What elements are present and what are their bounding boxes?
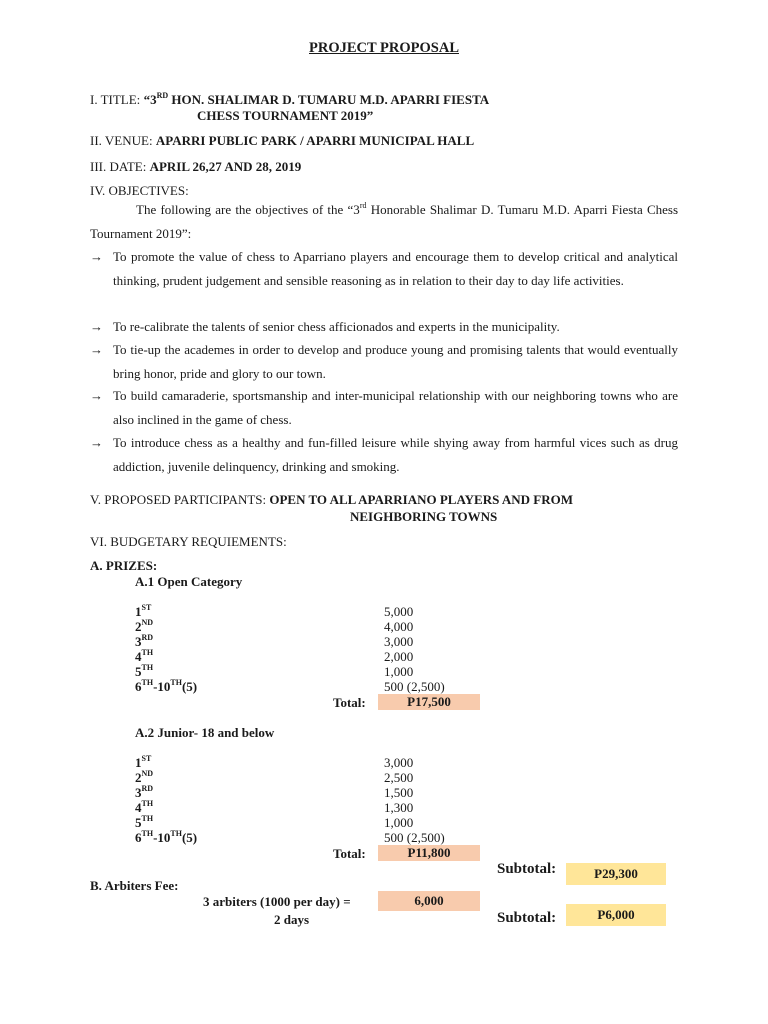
place-number: 1 <box>135 755 142 770</box>
open-amount: 500 (2,500) <box>384 679 445 694</box>
title-quote-open: “3 <box>143 92 157 107</box>
objective-text: To re-calibrate the talents of senior chess afficionados and experts in the municipality. <box>113 319 560 334</box>
date-value: APRIL 26,27 AND 28, 2019 <box>149 159 302 174</box>
venue-value: APARRI PUBLIC PARK / APARRI MUNICIPAL HALL <box>155 133 475 148</box>
objective-item <box>90 431 678 478</box>
objective-item <box>90 315 678 339</box>
objective-item <box>90 245 678 292</box>
place-ordinal: RD <box>141 633 154 642</box>
venue-label: II. VENUE: <box>90 133 156 148</box>
open-amount: 5,000 <box>384 604 414 619</box>
range-count: (5) <box>181 679 198 694</box>
place-number: 2 <box>135 619 142 634</box>
place-ordinal: TH <box>141 648 154 657</box>
budget-label: VI. BUDGETARY REQUIEMENTS: <box>90 534 287 549</box>
junior-total-label: Total: <box>333 846 366 861</box>
place-number: 1 <box>135 604 142 619</box>
objective-text: To tie-up the academes in order to develop and produce young and promising talents that would eventually bring honor, pride and glory to our town. <box>113 342 678 381</box>
range-end: -10 <box>153 679 171 694</box>
objective-text: To build camaraderie, sportsmanship and inter-municipal relationship with our neighboring towns who are also inclined in the game of chess. <box>113 388 678 427</box>
date-label: III. DATE: <box>90 159 150 174</box>
arrow-icon: → <box>90 388 103 403</box>
place-number: 3 <box>135 785 142 800</box>
place-number: 4 <box>135 800 142 815</box>
junior-place-range <box>135 830 197 846</box>
open-amount: 1,000 <box>384 664 414 679</box>
junior-amount: 1,000 <box>384 815 414 830</box>
title-line1-text: HON. SHALIMAR D. TUMARU M.D. APARRI FIESTA <box>168 92 490 107</box>
range-end: -10 <box>153 830 171 845</box>
objectives-intro-a: The following are the objectives of the “3 <box>136 202 360 217</box>
place-number: 2 <box>135 770 142 785</box>
arrow-icon: → <box>90 342 103 357</box>
document-title: PROJECT PROPOSAL <box>309 40 459 56</box>
place-number: 3 <box>135 634 142 649</box>
junior-amount: 2,500 <box>384 770 414 785</box>
open-total-label: Total: <box>333 695 366 710</box>
objective-item <box>90 384 678 431</box>
objective-item <box>90 338 678 385</box>
range-start: 6 <box>135 679 142 694</box>
date-section <box>90 159 301 175</box>
place-ordinal: ND <box>141 769 154 778</box>
objectives-intro <box>90 198 678 245</box>
place-number: 5 <box>135 664 142 679</box>
open-amount: 3,000 <box>384 634 414 649</box>
junior-amount: 500 (2,500) <box>384 830 445 845</box>
open-place-range <box>135 679 197 695</box>
place-ordinal: TH <box>141 663 154 672</box>
open-total-value: P17,500 <box>378 694 480 710</box>
place-ordinal: ND <box>141 618 154 627</box>
prizes-subtotal-value: P29,300 <box>566 863 666 885</box>
objective-text: To introduce chess as a healthy and fun-filled leisure while shying away from harmful vices such as drug addiction, juvenile delinquency, drinking and smoking. <box>113 435 678 474</box>
open-amount: 2,000 <box>384 649 414 664</box>
title-ordinal: RD <box>156 91 169 100</box>
junior-amount: 1,500 <box>384 785 414 800</box>
junior-amount: 1,300 <box>384 800 414 815</box>
range-end-ordinal: TH <box>170 829 182 838</box>
arbiters-line2: 2 days <box>274 912 310 927</box>
participants-line2: NEIGHBORING TOWNS <box>350 509 498 524</box>
range-end-ordinal: TH <box>170 678 182 687</box>
participants-line1: OPEN TO ALL APARRIANO PLAYERS AND FROM <box>269 492 573 507</box>
range-count: (5) <box>181 830 198 845</box>
objectives-intro-b: Honorable Shalimar D. Tumaru M.D. Aparri Fiesta Chess Tournament 2019”: <box>90 202 678 241</box>
place-ordinal: ST <box>141 603 152 612</box>
title-line2: CHESS TOURNAMENT 2019” <box>197 108 374 123</box>
venue-section <box>90 133 474 149</box>
junior-category-label: A.2 Junior- 18 and below <box>135 725 275 740</box>
place-number: 5 <box>135 815 142 830</box>
arbiters-subtotal-value: P6,000 <box>566 904 666 926</box>
arrow-icon: → <box>90 249 103 264</box>
place-number: 4 <box>135 649 142 664</box>
place-ordinal: TH <box>141 814 154 823</box>
title-line1 <box>144 92 490 107</box>
place-ordinal: TH <box>141 799 154 808</box>
arrow-icon: → <box>90 319 103 334</box>
range-start: 6 <box>135 830 142 845</box>
junior-amount: 3,000 <box>384 755 414 770</box>
open-category-label: A.1 Open Category <box>135 574 243 589</box>
range-start-ordinal: TH <box>141 678 154 687</box>
arbiters-label: B. Arbiters Fee: <box>90 878 179 893</box>
objectives-label: IV. OBJECTIVES: <box>90 183 189 198</box>
title-label: I. TITLE: <box>90 92 144 107</box>
participants-section <box>90 492 573 508</box>
prizes-label: A. PRIZES: <box>90 558 158 573</box>
place-ordinal: RD <box>141 784 154 793</box>
participants-label: V. PROPOSED PARTICIPANTS: <box>90 492 270 507</box>
objective-text: To promote the value of chess to Aparriano players and encourage them to develop critical and analytical thinking, prudent judgement and sensible reasoning as in relation to their day to day life activities. <box>113 249 678 288</box>
arbiters-subtotal-label: Subtotal: <box>497 910 557 926</box>
arrow-icon: → <box>90 435 103 450</box>
title-section <box>90 92 489 108</box>
arbiters-line1: 3 arbiters (1000 per day) = <box>203 894 351 909</box>
open-amount: 4,000 <box>384 619 414 634</box>
junior-total-value: P11,800 <box>378 845 480 861</box>
arbiters-value: 6,000 <box>378 891 480 911</box>
range-start-ordinal: TH <box>141 829 154 838</box>
prizes-subtotal-label: Subtotal: <box>497 861 557 877</box>
place-ordinal: ST <box>141 754 152 763</box>
objectives-intro-ordinal: rd <box>359 201 367 210</box>
